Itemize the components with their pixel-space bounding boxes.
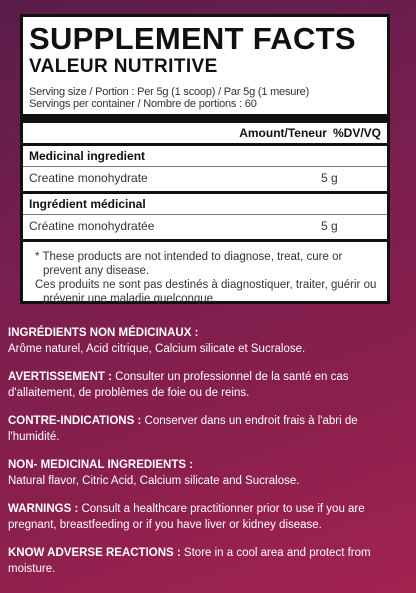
thick-divider bbox=[23, 114, 387, 123]
servings-per-container: Servings per container / Nombre de portions : 60 bbox=[29, 98, 257, 110]
header-amount: Amount/Teneur bbox=[239, 126, 327, 140]
product-info bbox=[8, 325, 408, 589]
disclaimer bbox=[29, 242, 381, 306]
serving-size: Serving size / Portion : Per 5g (1 scoop) / Par 5g (1 mesure) bbox=[29, 86, 310, 98]
non-medicinal-en bbox=[8, 457, 408, 489]
ingredient-row-en bbox=[29, 167, 381, 189]
disclaimer-fr: Ces produits ne sont pas destinés à diagnostiquer, traiter, guérir ou prévenir une maladie quelconque. bbox=[35, 279, 377, 305]
section-medicinal-en: Medicinal ingredient bbox=[29, 149, 146, 163]
ingredient-amount: 5 g bbox=[321, 219, 338, 233]
block-text: Natural flavor, Citric Acid, Calcium silicate and Sucralose. bbox=[8, 475, 300, 487]
block-label: KNOW ADVERSE REACTIONS : bbox=[8, 547, 181, 559]
ingredient-amount: 5 g bbox=[321, 171, 338, 185]
column-header bbox=[29, 125, 381, 141]
block-text: Store in a cool area and protect from moisture. bbox=[8, 547, 371, 575]
disclaimer-en: * These products are not intended to diagnose, treat, cure or prevent any disease. bbox=[35, 251, 343, 277]
block-label: NON- MEDICINAL INGREDIENTS : bbox=[8, 459, 194, 471]
header-dv: %DV/VQ bbox=[332, 126, 381, 140]
block-text: Conserver dans un endroit frais à l'abri de l'humidité. bbox=[8, 415, 358, 443]
ingredient-name: Creatine monohydrate bbox=[29, 171, 148, 185]
block-text: Consult a healthcare practitionner prior to use if you are pregnant, breastfeeding or if you have liver or kidney disease. bbox=[8, 503, 365, 531]
non-medicinal-fr bbox=[8, 325, 408, 357]
panel-subtitle: VALEUR NUTRITIVE bbox=[29, 56, 218, 77]
adverse-reactions-en bbox=[8, 545, 408, 577]
contra-indications-fr bbox=[8, 413, 408, 445]
block-text: Arôme naturel, Acid citrique, Calcium silicate et Sucralose. bbox=[8, 343, 306, 355]
warnings-en bbox=[8, 501, 408, 533]
block-label: INGRÉDIENTS NON MÉDICINAUX : bbox=[8, 327, 199, 339]
panel-title: SUPPLEMENT FACTS bbox=[29, 21, 356, 56]
ingredient-name: Créatine monohydratée bbox=[29, 219, 155, 233]
section-medicinal-fr: Ingrédient médicinal bbox=[29, 197, 146, 211]
block-label: CONTRE-INDICATIONS : bbox=[8, 415, 142, 427]
block-text: Consulter un professionnel de la santé en cas d'allaitement, de problèmes de foie ou de reins. bbox=[8, 371, 349, 399]
warning-fr bbox=[8, 369, 408, 401]
ingredient-row-fr bbox=[29, 215, 381, 237]
block-label: WARNINGS : bbox=[8, 503, 79, 515]
block-label: AVERTISSEMENT : bbox=[8, 371, 112, 383]
supplement-facts-panel bbox=[20, 14, 390, 304]
